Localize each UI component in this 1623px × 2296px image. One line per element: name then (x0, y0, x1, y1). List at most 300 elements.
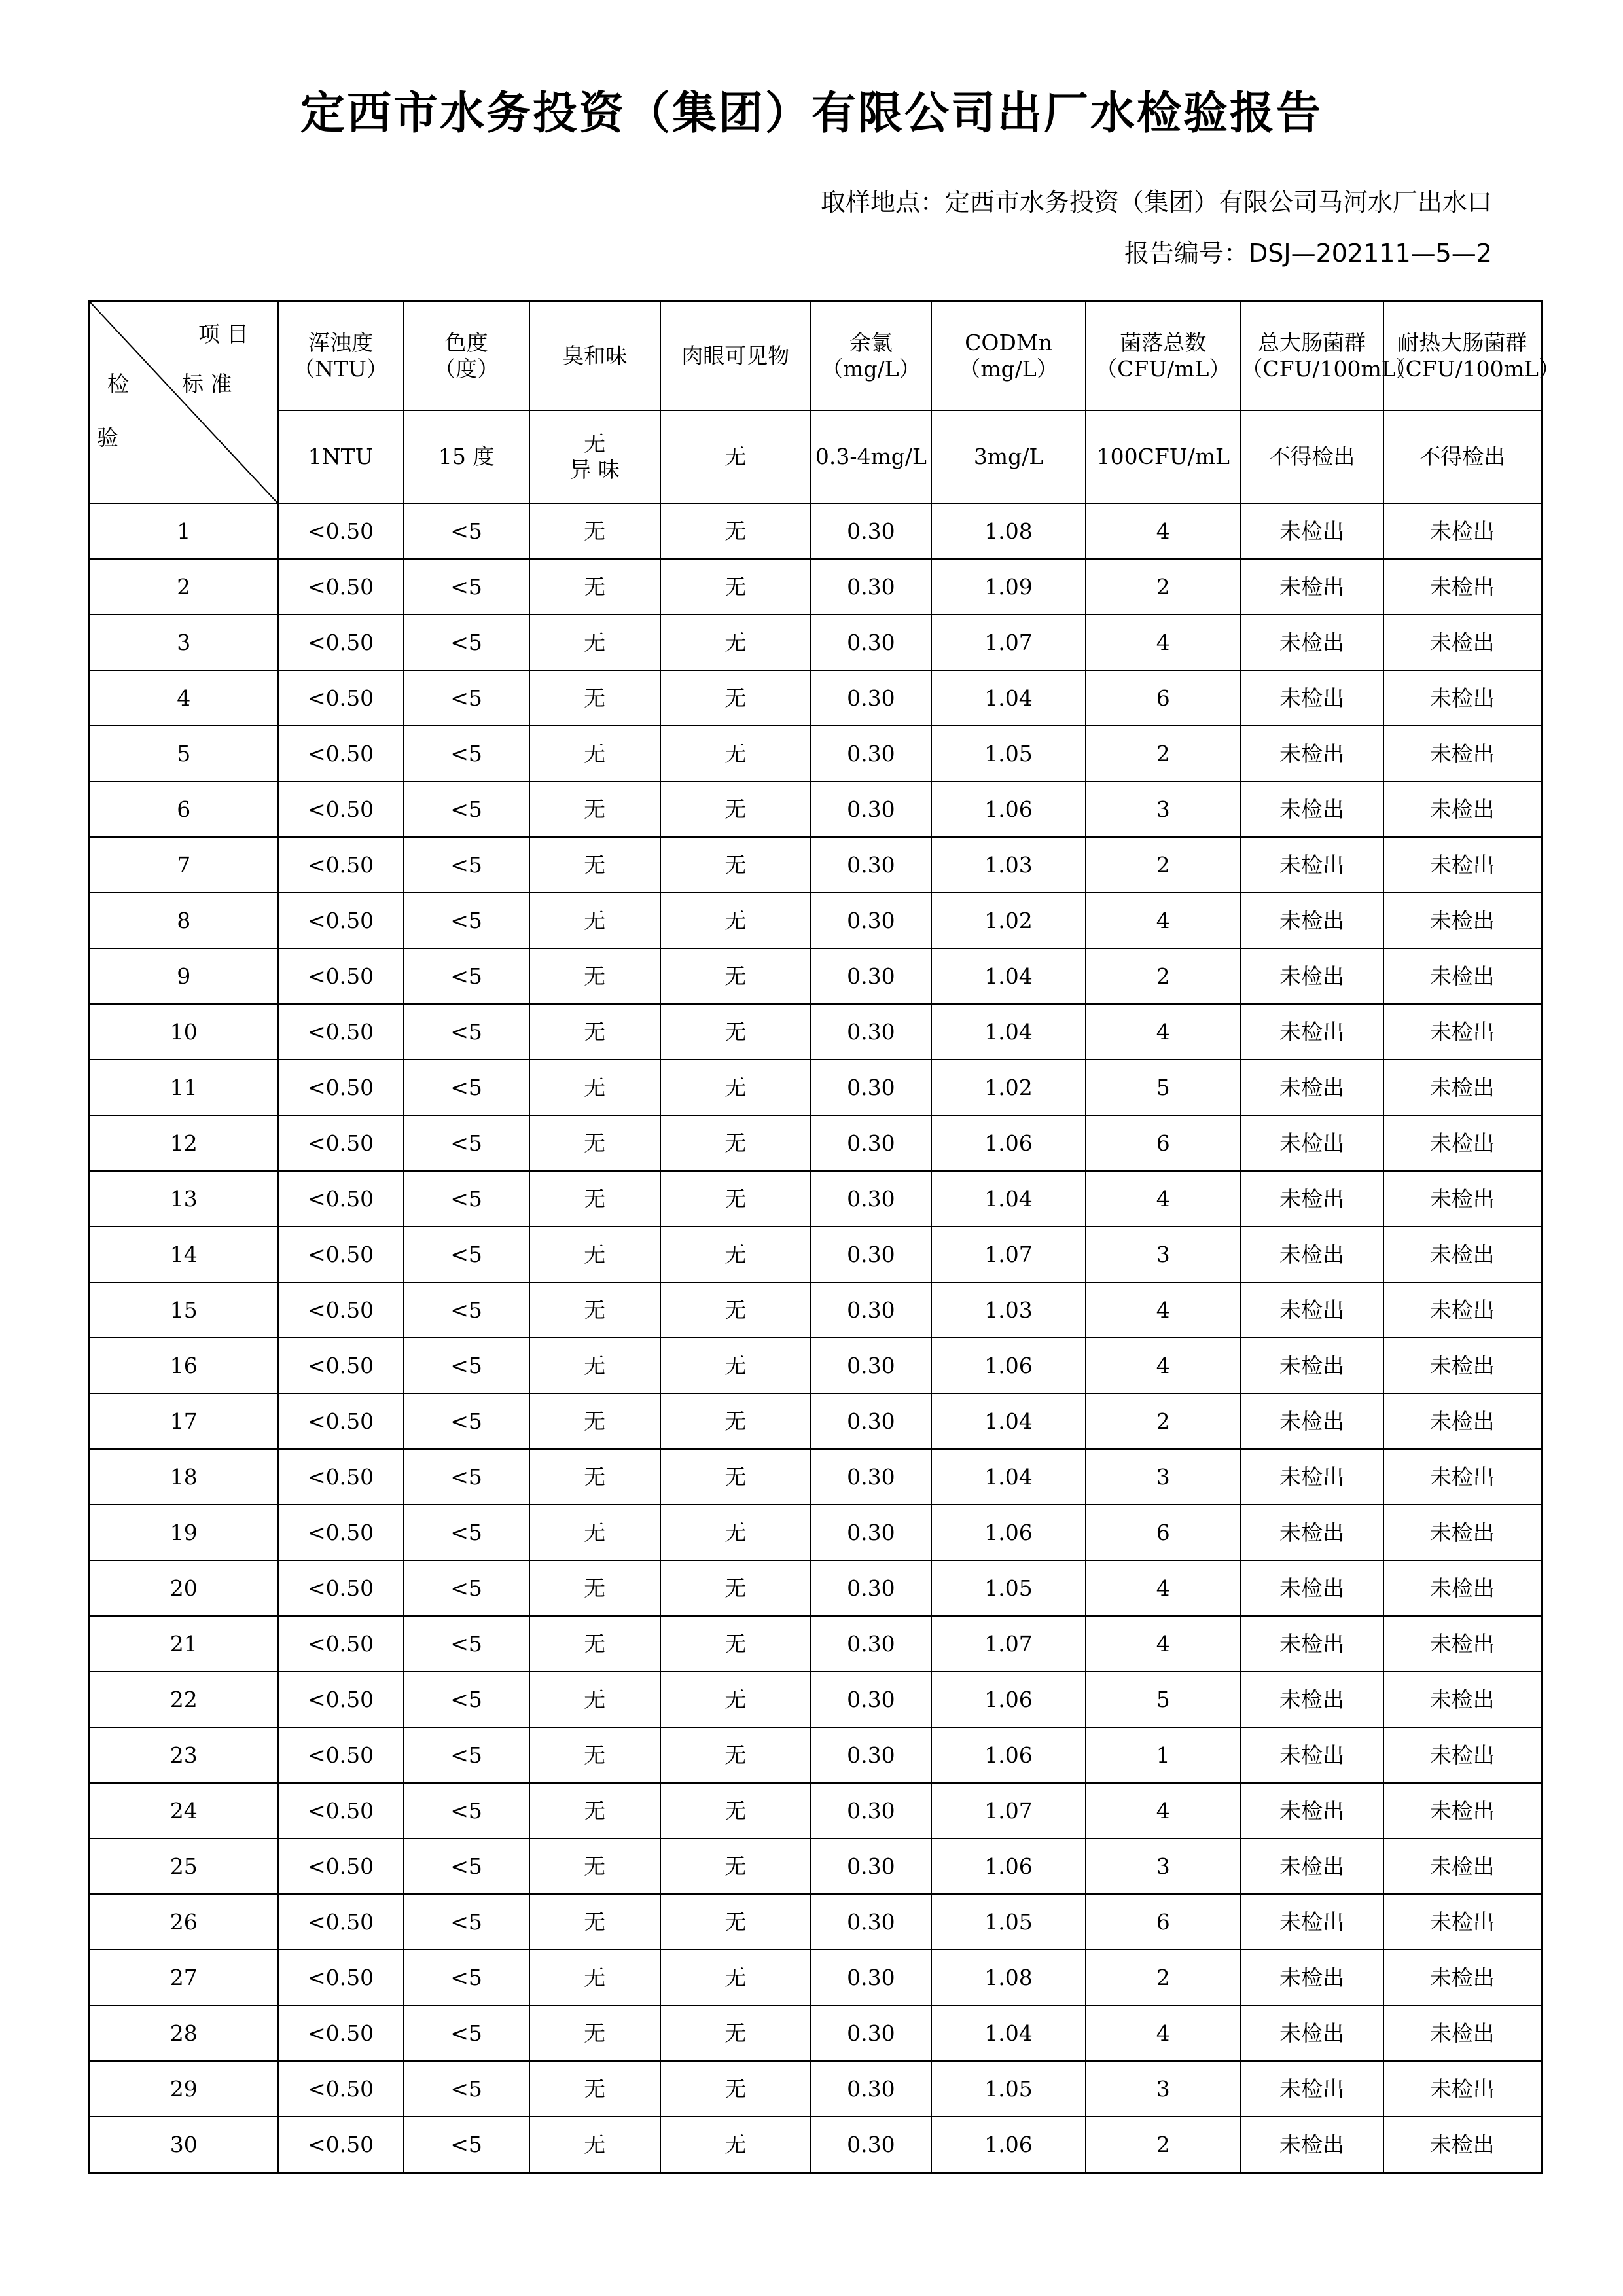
cell-color: <5 (404, 1171, 529, 1227)
cell-total-coliform: 未检出 (1240, 1894, 1383, 1950)
cell-odor: 无 (529, 1393, 660, 1449)
cell-residual-chlorine: 0.30 (811, 1227, 931, 1282)
cell-residual-chlorine: 0.30 (811, 615, 931, 670)
cell-turbidity: <0.50 (278, 2061, 404, 2117)
cell-codmn: 1.04 (931, 948, 1086, 1004)
cell-visible-matter: 无 (660, 1004, 811, 1060)
cell-colony-count: 4 (1086, 1282, 1240, 1338)
table-row (89, 1060, 1542, 1115)
cell-codmn: 1.06 (931, 781, 1086, 837)
cell-residual-chlorine: 0.30 (811, 1616, 931, 1672)
table-row (89, 503, 1542, 559)
cell-total-coliform: 未检出 (1240, 1560, 1383, 1616)
cell-thermotolerant-coliform: 未检出 (1383, 615, 1542, 670)
cell-color: <5 (404, 948, 529, 1004)
cell-residual-chlorine: 0.30 (811, 1672, 931, 1727)
cell-sample-number: 18 (89, 1449, 278, 1505)
cell-thermotolerant-coliform: 未检出 (1383, 726, 1542, 781)
cell-thermotolerant-coliform: 未检出 (1383, 893, 1542, 948)
cell-color: <5 (404, 1282, 529, 1338)
table-row (89, 670, 1542, 726)
table-row (89, 1227, 1542, 1282)
cell-thermotolerant-coliform: 未检出 (1383, 2005, 1542, 2061)
cell-residual-chlorine: 0.30 (811, 1505, 931, 1560)
standard-visible-matter: 无 (660, 410, 811, 503)
cell-codmn: 1.07 (931, 615, 1086, 670)
table-row (89, 2005, 1542, 2061)
cell-colony-count: 6 (1086, 1894, 1240, 1950)
cell-color: <5 (404, 1060, 529, 1115)
cell-visible-matter: 无 (660, 1894, 811, 1950)
cell-sample-number: 7 (89, 837, 278, 893)
cell-color: <5 (404, 1115, 529, 1171)
cell-total-coliform: 未检出 (1240, 1783, 1383, 1839)
cell-odor: 无 (529, 1449, 660, 1505)
table-row (89, 1004, 1542, 1060)
cell-colony-count: 2 (1086, 726, 1240, 781)
cell-thermotolerant-coliform: 未检出 (1383, 1393, 1542, 1449)
cell-codmn: 1.03 (931, 837, 1086, 893)
cell-thermotolerant-coliform: 未检出 (1383, 1282, 1542, 1338)
cell-turbidity: <0.50 (278, 1115, 404, 1171)
cell-visible-matter: 无 (660, 559, 811, 615)
cell-color: <5 (404, 893, 529, 948)
col-header-visible-matter: 肉眼可见物 (660, 301, 811, 410)
cell-turbidity: <0.50 (278, 1393, 404, 1449)
cell-codmn: 1.06 (931, 1505, 1086, 1560)
cell-sample-number: 1 (89, 503, 278, 559)
table-row (89, 1282, 1542, 1338)
cell-codmn: 1.02 (931, 893, 1086, 948)
cell-residual-chlorine: 0.30 (811, 1894, 931, 1950)
cell-visible-matter: 无 (660, 1338, 811, 1393)
cell-turbidity: <0.50 (278, 1171, 404, 1227)
cell-odor: 无 (529, 893, 660, 948)
cell-turbidity: <0.50 (278, 1338, 404, 1393)
cell-color: <5 (404, 1560, 529, 1616)
cell-thermotolerant-coliform: 未检出 (1383, 1839, 1542, 1894)
table-row (89, 615, 1542, 670)
diagonal-line (90, 302, 277, 503)
cell-total-coliform: 未检出 (1240, 1227, 1383, 1282)
cell-turbidity: <0.50 (278, 615, 404, 670)
cell-thermotolerant-coliform: 未检出 (1383, 503, 1542, 559)
report-number: 报告编号：DSJ—202111—5—2 (1124, 239, 1492, 268)
table-row (89, 1338, 1542, 1393)
cell-residual-chlorine: 0.30 (811, 781, 931, 837)
cell-odor: 无 (529, 1004, 660, 1060)
cell-color: <5 (404, 1227, 529, 1282)
cell-residual-chlorine: 0.30 (811, 1449, 931, 1505)
cell-thermotolerant-coliform: 未检出 (1383, 2117, 1542, 2173)
standard-codmn: 3mg/L (931, 410, 1086, 503)
table-row (89, 559, 1542, 615)
cell-turbidity: <0.50 (278, 1560, 404, 1616)
table-row (89, 1560, 1542, 1616)
cell-colony-count: 2 (1086, 2117, 1240, 2173)
cell-total-coliform: 未检出 (1240, 2061, 1383, 2117)
cell-colony-count: 5 (1086, 1060, 1240, 1115)
cell-visible-matter: 无 (660, 1560, 811, 1616)
cell-odor: 无 (529, 948, 660, 1004)
cell-codmn: 1.04 (931, 2005, 1086, 2061)
cell-residual-chlorine: 0.30 (811, 1727, 931, 1783)
cell-residual-chlorine: 0.30 (811, 1783, 931, 1839)
cell-odor: 无 (529, 2117, 660, 2173)
cell-visible-matter: 无 (660, 2117, 811, 2173)
cell-color: <5 (404, 615, 529, 670)
cell-turbidity: <0.50 (278, 1616, 404, 1672)
standard-residual-chlorine: 0.3-4mg/L (811, 410, 931, 503)
col-header-codmn: CODMn （mg/L） (931, 301, 1086, 410)
cell-residual-chlorine: 0.30 (811, 948, 931, 1004)
cell-turbidity: <0.50 (278, 1894, 404, 1950)
cell-codmn: 1.07 (931, 1616, 1086, 1672)
cell-visible-matter: 无 (660, 670, 811, 726)
cell-turbidity: <0.50 (278, 1839, 404, 1894)
cell-odor: 无 (529, 1227, 660, 1282)
standard-thermotolerant-coliform: 不得检出 (1383, 410, 1542, 503)
cell-total-coliform: 未检出 (1240, 1672, 1383, 1727)
cell-color: <5 (404, 1950, 529, 2005)
cell-residual-chlorine: 0.30 (811, 503, 931, 559)
cell-visible-matter: 无 (660, 1727, 811, 1783)
cell-thermotolerant-coliform: 未检出 (1383, 1560, 1542, 1616)
corner-standard-label: 标 准 (182, 371, 232, 397)
cell-color: <5 (404, 1393, 529, 1449)
cell-residual-chlorine: 0.30 (811, 893, 931, 948)
cell-turbidity: <0.50 (278, 1227, 404, 1282)
cell-thermotolerant-coliform: 未检出 (1383, 670, 1542, 726)
table-row (89, 1449, 1542, 1505)
cell-turbidity: <0.50 (278, 2005, 404, 2061)
cell-sample-number: 29 (89, 2061, 278, 2117)
table-row (89, 1616, 1542, 1672)
cell-sample-number: 22 (89, 1672, 278, 1727)
cell-color: <5 (404, 2061, 529, 2117)
cell-codmn: 1.04 (931, 1393, 1086, 1449)
cell-odor: 无 (529, 1560, 660, 1616)
cell-residual-chlorine: 0.30 (811, 2005, 931, 2061)
cell-turbidity: <0.50 (278, 781, 404, 837)
cell-total-coliform: 未检出 (1240, 2005, 1383, 2061)
cell-codmn: 1.07 (931, 1227, 1086, 1282)
cell-thermotolerant-coliform: 未检出 (1383, 1338, 1542, 1393)
table-row (89, 726, 1542, 781)
cell-total-coliform: 未检出 (1240, 837, 1383, 893)
cell-codmn: 1.08 (931, 503, 1086, 559)
cell-sample-number: 16 (89, 1338, 278, 1393)
cell-visible-matter: 无 (660, 1839, 811, 1894)
table-row (89, 1115, 1542, 1171)
cell-visible-matter: 无 (660, 2061, 811, 2117)
table-row (89, 893, 1542, 948)
cell-residual-chlorine: 0.30 (811, 1115, 931, 1171)
cell-sample-number: 2 (89, 559, 278, 615)
header-row (89, 301, 1542, 410)
cell-turbidity: <0.50 (278, 1727, 404, 1783)
cell-total-coliform: 未检出 (1240, 1505, 1383, 1560)
cell-total-coliform: 未检出 (1240, 893, 1383, 948)
cell-codmn: 1.05 (931, 1560, 1086, 1616)
cell-codmn: 1.06 (931, 1672, 1086, 1727)
cell-thermotolerant-coliform: 未检出 (1383, 781, 1542, 837)
cell-residual-chlorine: 0.30 (811, 1839, 931, 1894)
cell-sample-number: 26 (89, 1894, 278, 1950)
cell-visible-matter: 无 (660, 1449, 811, 1505)
cell-colony-count: 2 (1086, 948, 1240, 1004)
cell-thermotolerant-coliform: 未检出 (1383, 1783, 1542, 1839)
table-row (89, 1171, 1542, 1227)
cell-color: <5 (404, 670, 529, 726)
cell-color: <5 (404, 1727, 529, 1783)
cell-thermotolerant-coliform: 未检出 (1383, 1505, 1542, 1560)
cell-colony-count: 4 (1086, 1783, 1240, 1839)
cell-total-coliform: 未检出 (1240, 1338, 1383, 1393)
cell-total-coliform: 未检出 (1240, 1616, 1383, 1672)
cell-residual-chlorine: 0.30 (811, 559, 931, 615)
cell-visible-matter: 无 (660, 1505, 811, 1560)
cell-odor: 无 (529, 726, 660, 781)
cell-codmn: 1.03 (931, 1282, 1086, 1338)
cell-turbidity: <0.50 (278, 948, 404, 1004)
cell-colony-count: 4 (1086, 503, 1240, 559)
cell-turbidity: <0.50 (278, 726, 404, 781)
table-row (89, 837, 1542, 893)
cell-thermotolerant-coliform: 未检出 (1383, 1115, 1542, 1171)
cell-codmn: 1.06 (931, 1839, 1086, 1894)
cell-colony-count: 4 (1086, 615, 1240, 670)
cell-color: <5 (404, 503, 529, 559)
data-rows (89, 503, 1542, 2173)
cell-total-coliform: 未检出 (1240, 781, 1383, 837)
cell-colony-count: 2 (1086, 559, 1240, 615)
cell-residual-chlorine: 0.30 (811, 1282, 931, 1338)
cell-colony-count: 1 (1086, 1727, 1240, 1783)
cell-visible-matter: 无 (660, 1393, 811, 1449)
cell-codmn: 1.04 (931, 1449, 1086, 1505)
cell-residual-chlorine: 0.30 (811, 837, 931, 893)
cell-turbidity: <0.50 (278, 893, 404, 948)
cell-color: <5 (404, 1004, 529, 1060)
cell-thermotolerant-coliform: 未检出 (1383, 1060, 1542, 1115)
cell-sample-number: 4 (89, 670, 278, 726)
corner-cell (89, 301, 278, 503)
cell-thermotolerant-coliform: 未检出 (1383, 1727, 1542, 1783)
cell-thermotolerant-coliform: 未检出 (1383, 559, 1542, 615)
cell-visible-matter: 无 (660, 503, 811, 559)
cell-total-coliform: 未检出 (1240, 1950, 1383, 2005)
cell-total-coliform: 未检出 (1240, 1004, 1383, 1060)
table-row (89, 1727, 1542, 1783)
cell-codmn: 1.04 (931, 1171, 1086, 1227)
cell-codmn: 1.07 (931, 1783, 1086, 1839)
table-row (89, 1783, 1542, 1839)
cell-odor: 无 (529, 503, 660, 559)
standard-colony-count: 100CFU/mL (1086, 410, 1240, 503)
cell-total-coliform: 未检出 (1240, 2117, 1383, 2173)
cell-codmn: 1.08 (931, 1950, 1086, 2005)
cell-total-coliform: 未检出 (1240, 1171, 1383, 1227)
cell-thermotolerant-coliform: 未检出 (1383, 948, 1542, 1004)
standard-turbidity: 1NTU (278, 410, 404, 503)
standard-total-coliform: 不得检出 (1240, 410, 1383, 503)
cell-thermotolerant-coliform: 未检出 (1383, 1171, 1542, 1227)
cell-total-coliform: 未检出 (1240, 1839, 1383, 1894)
cell-odor: 无 (529, 1616, 660, 1672)
table-row (89, 1950, 1542, 2005)
cell-total-coliform: 未检出 (1240, 1393, 1383, 1449)
cell-colony-count: 6 (1086, 1505, 1240, 1560)
cell-color: <5 (404, 559, 529, 615)
cell-color: <5 (404, 1672, 529, 1727)
cell-sample-number: 21 (89, 1616, 278, 1672)
cell-color: <5 (404, 1338, 529, 1393)
cell-odor: 无 (529, 559, 660, 615)
cell-colony-count: 2 (1086, 837, 1240, 893)
cell-sample-number: 3 (89, 615, 278, 670)
cell-turbidity: <0.50 (278, 1672, 404, 1727)
cell-total-coliform: 未检出 (1240, 1060, 1383, 1115)
cell-sample-number: 5 (89, 726, 278, 781)
cell-total-coliform: 未检出 (1240, 1115, 1383, 1171)
cell-sample-number: 10 (89, 1004, 278, 1060)
cell-odor: 无 (529, 837, 660, 893)
cell-sample-number: 24 (89, 1783, 278, 1839)
cell-turbidity: <0.50 (278, 1449, 404, 1505)
cell-sample-number: 12 (89, 1115, 278, 1171)
cell-visible-matter: 无 (660, 1672, 811, 1727)
cell-colony-count: 6 (1086, 1115, 1240, 1171)
cell-colony-count: 5 (1086, 1672, 1240, 1727)
cell-visible-matter: 无 (660, 615, 811, 670)
cell-turbidity: <0.50 (278, 559, 404, 615)
cell-thermotolerant-coliform: 未检出 (1383, 1004, 1542, 1060)
cell-odor: 无 (529, 1505, 660, 1560)
cell-turbidity: <0.50 (278, 670, 404, 726)
cell-total-coliform: 未检出 (1240, 1727, 1383, 1783)
cell-thermotolerant-coliform: 未检出 (1383, 1227, 1542, 1282)
cell-turbidity: <0.50 (278, 1282, 404, 1338)
sampling-location: 取样地点：定西市水务投资（集团）有限公司马河水厂出水口 (820, 188, 1492, 217)
cell-visible-matter: 无 (660, 1950, 811, 2005)
cell-residual-chlorine: 0.30 (811, 1393, 931, 1449)
cell-odor: 无 (529, 2005, 660, 2061)
cell-codmn: 1.05 (931, 726, 1086, 781)
col-header-odor: 臭和味 (529, 301, 660, 410)
cell-visible-matter: 无 (660, 1060, 811, 1115)
cell-residual-chlorine: 0.30 (811, 1004, 931, 1060)
cell-colony-count: 4 (1086, 2005, 1240, 2061)
cell-odor: 无 (529, 670, 660, 726)
cell-colony-count: 4 (1086, 1560, 1240, 1616)
table-row (89, 2117, 1542, 2173)
inspection-table (88, 300, 1560, 2174)
standard-color: 15 度 (404, 410, 529, 503)
cell-residual-chlorine: 0.30 (811, 1060, 931, 1115)
cell-total-coliform: 未检出 (1240, 1282, 1383, 1338)
cell-codmn: 1.06 (931, 1338, 1086, 1393)
cell-codmn: 1.04 (931, 670, 1086, 726)
cell-thermotolerant-coliform: 未检出 (1383, 1950, 1542, 2005)
corner-inspection-label-1: 检 (107, 371, 129, 397)
cell-codmn: 1.05 (931, 2061, 1086, 2117)
cell-turbidity: <0.50 (278, 2117, 404, 2173)
cell-colony-count: 2 (1086, 1393, 1240, 1449)
cell-residual-chlorine: 0.30 (811, 1560, 931, 1616)
cell-codmn: 1.02 (931, 1060, 1086, 1115)
cell-colony-count: 4 (1086, 893, 1240, 948)
cell-sample-number: 9 (89, 948, 278, 1004)
cell-odor: 无 (529, 1171, 660, 1227)
cell-visible-matter: 无 (660, 893, 811, 948)
cell-turbidity: <0.50 (278, 1950, 404, 2005)
table-row (89, 2061, 1542, 2117)
cell-colony-count: 4 (1086, 1616, 1240, 1672)
cell-color: <5 (404, 726, 529, 781)
cell-visible-matter: 无 (660, 1616, 811, 1672)
table-row (89, 1839, 1542, 1894)
cell-odor: 无 (529, 2061, 660, 2117)
cell-odor: 无 (529, 1115, 660, 1171)
cell-sample-number: 13 (89, 1171, 278, 1227)
cell-color: <5 (404, 1616, 529, 1672)
cell-colony-count: 3 (1086, 1449, 1240, 1505)
cell-total-coliform: 未检出 (1240, 670, 1383, 726)
cell-codmn: 1.04 (931, 1004, 1086, 1060)
col-header-colony-count: 菌落总数 （CFU/mL） (1086, 301, 1240, 410)
cell-colony-count: 6 (1086, 670, 1240, 726)
cell-total-coliform: 未检出 (1240, 615, 1383, 670)
cell-residual-chlorine: 0.30 (811, 670, 931, 726)
cell-colony-count: 4 (1086, 1338, 1240, 1393)
cell-sample-number: 25 (89, 1839, 278, 1894)
cell-residual-chlorine: 0.30 (811, 2061, 931, 2117)
standard-odor: 无 异 味 (529, 410, 660, 503)
cell-sample-number: 19 (89, 1505, 278, 1560)
cell-color: <5 (404, 837, 529, 893)
cell-color: <5 (404, 781, 529, 837)
corner-inspection-label-2: 验 (97, 425, 118, 450)
cell-codmn: 1.09 (931, 559, 1086, 615)
cell-total-coliform: 未检出 (1240, 1449, 1383, 1505)
cell-sample-number: 8 (89, 893, 278, 948)
cell-colony-count: 4 (1086, 1004, 1240, 1060)
table-row (89, 1894, 1542, 1950)
corner-item-label: 项 目 (198, 321, 249, 347)
cell-thermotolerant-coliform: 未检出 (1383, 1449, 1542, 1505)
cell-total-coliform: 未检出 (1240, 726, 1383, 781)
cell-odor: 无 (529, 1783, 660, 1839)
table-row (89, 781, 1542, 837)
col-header-total-coliform: 总大肠菌群 （CFU/100mL） (1240, 301, 1383, 410)
cell-color: <5 (404, 1894, 529, 1950)
cell-visible-matter: 无 (660, 781, 811, 837)
cell-color: <5 (404, 2005, 529, 2061)
cell-colony-count: 4 (1086, 1171, 1240, 1227)
cell-residual-chlorine: 0.30 (811, 1171, 931, 1227)
cell-residual-chlorine: 0.30 (811, 1338, 931, 1393)
table-row (89, 1672, 1542, 1727)
cell-odor: 无 (529, 1727, 660, 1783)
cell-color: <5 (404, 1449, 529, 1505)
cell-total-coliform: 未检出 (1240, 948, 1383, 1004)
table-row (89, 1393, 1542, 1449)
cell-turbidity: <0.50 (278, 503, 404, 559)
col-header-turbidity: 浑浊度 （NTU） (278, 301, 404, 410)
cell-total-coliform: 未检出 (1240, 503, 1383, 559)
cell-sample-number: 20 (89, 1560, 278, 1616)
